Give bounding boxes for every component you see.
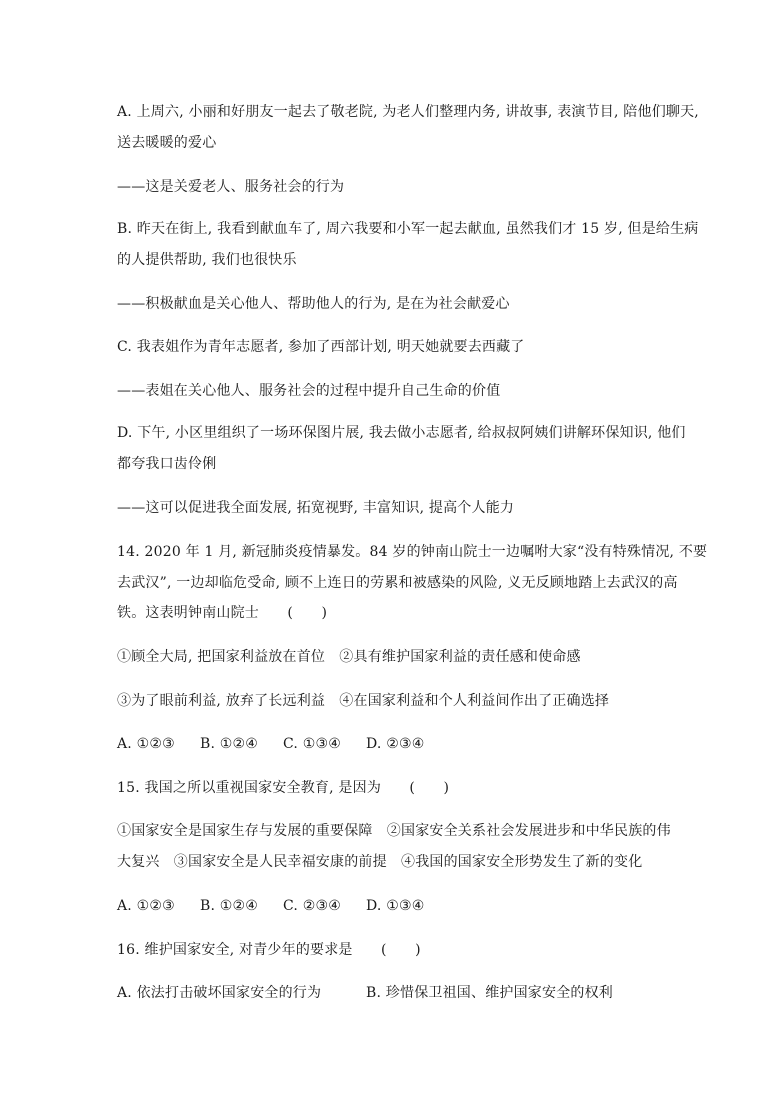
- q16-choice-b[interactable]: B. 珍惜保卫祖国、维护国家安全的权利: [366, 985, 613, 1001]
- q13-option-a-line-1: A. 上周六, 小丽和好朋友一起去了敬老院, 为老人们整理内务, 讲故事, 表演节目, 陪他们聊天,: [117, 104, 699, 120]
- q13-option-d-line-1: D. 下午, 小区里组织了一场环保图片展, 我去做小志愿者, 给叔叔阿姨们讲解环保知识, 他们: [117, 425, 686, 441]
- q15-choice-a[interactable]: A. ①②③: [117, 898, 175, 914]
- q14-stem-line-1: 14. 2020 年 1 月, 新冠肺炎疫情暴发。84 岁的钟南山院士一边嘱咐大家“没有特殊情况, 不要: [117, 544, 708, 560]
- q14-statement-line-2: ③为了眼前利益, 放弃了长远利益 ④在国家利益和个人利益间作出了正确选择: [117, 693, 610, 709]
- q14-choice-c[interactable]: C. ①③④: [283, 736, 341, 752]
- q13-option-d-line-2: 都夸我口齿伶俐: [117, 456, 217, 472]
- q14-stem-line-3: 铁。这表明钟南山院士 ( ): [117, 605, 328, 621]
- q14-stem-line-2: 去武汉”, 一边却临危受命, 顾不上连日的劳累和被感染的风险, 义无反顾地踏上去武汉的高: [117, 575, 678, 591]
- q14-choices: [117, 734, 449, 754]
- q15-choice-c[interactable]: C. ②③④: [283, 898, 341, 914]
- q15-choice-d[interactable]: D. ①③④: [366, 898, 425, 914]
- q13-option-b-comment: ——积极献血是关心他人、帮助他人的行为, 是在为社会献爱心: [117, 296, 510, 312]
- q15-stem: 15. 我国之所以重视国家安全教育, 是因为 ( ): [117, 780, 450, 796]
- q14-choice-d[interactable]: D. ②③④: [366, 736, 425, 752]
- q13-option-d-comment: ——这可以促进我全面发展, 拓宽视野, 丰富知识, 提高个人能力: [117, 500, 515, 516]
- q13-option-a-comment: ——这是关爱老人、服务社会的行为: [117, 179, 345, 195]
- q13-option-b-line-1: B. 昨天在街上, 我看到献血车了, 周六我要和小军一起去献血, 虽然我们才 15 岁, 但是给生病: [117, 221, 699, 237]
- q16-choices: [117, 983, 613, 1003]
- q13-option-c-comment: ——表姐在关心他人、服务社会的过程中提升自己生命的价值: [117, 383, 501, 399]
- q16-choice-a[interactable]: A. 依法打击破坏国家安全的行为: [117, 985, 322, 1001]
- q15-statement-line-2: 大复兴 ③国家安全是人民幸福安康的前提 ④我国的国家安全形势发生了新的变化: [117, 854, 643, 870]
- q15-statement-line-1: ①国家安全是国家生存与发展的重要保障 ②国家安全关系社会发展进步和中华民族的伟: [117, 823, 671, 839]
- q14-choice-a[interactable]: A. ①②③: [117, 736, 175, 752]
- q16-stem: 16. 维护国家安全, 对青少年的要求是 ( ): [117, 942, 421, 958]
- q14-statement-line-1: ①顾全大局, 把国家利益放在首位 ②具有维护国家利益的责任感和使命感: [117, 649, 581, 665]
- q15-choices: [117, 896, 449, 916]
- q15-choice-b[interactable]: B. ①②④: [200, 898, 259, 914]
- q14-choice-b[interactable]: B. ①②④: [200, 736, 259, 752]
- q13-option-b-line-2: 的人提供帮助, 我们也很快乐: [117, 252, 297, 268]
- q13-option-c-line-1: C. 我表姐作为青年志愿者, 参加了西部计划, 明天她就要去西藏了: [117, 339, 525, 355]
- q13-option-a-line-2: 送去暖暖的爱心: [117, 135, 217, 151]
